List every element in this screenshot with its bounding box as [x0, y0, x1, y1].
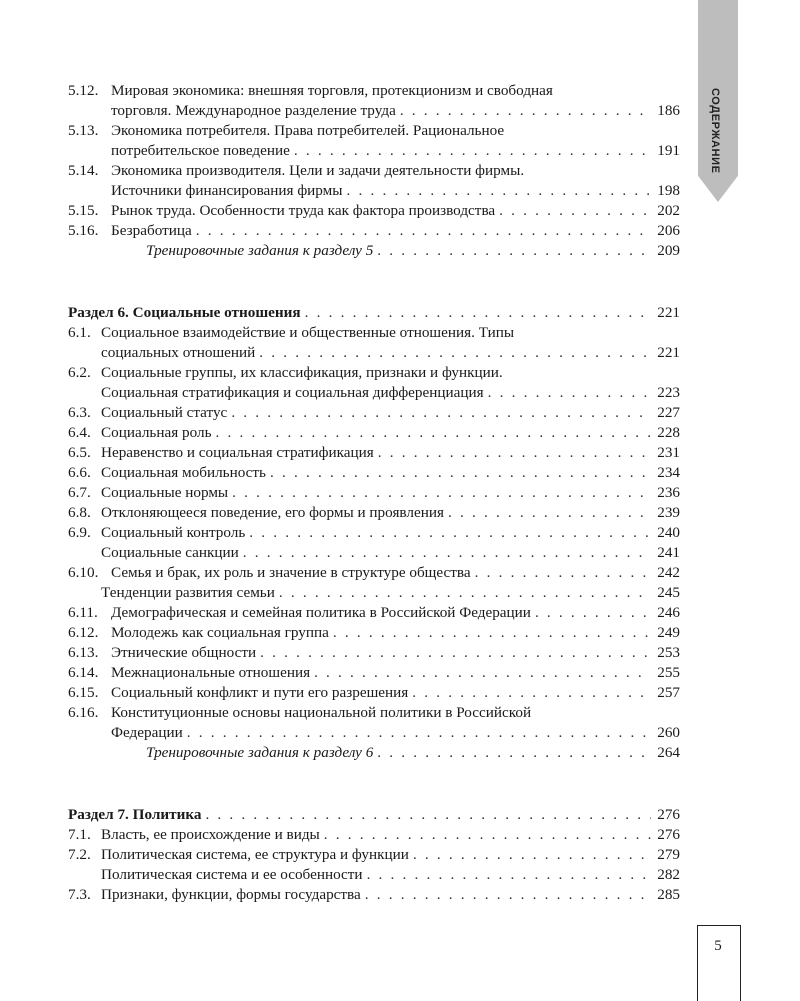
- dot-leader: [294, 141, 651, 161]
- entry-page: 249: [657, 624, 680, 641]
- toc-subentry[interactable]: [68, 583, 680, 603]
- entry-number: 6.2.: [68, 364, 91, 381]
- toc-subentry[interactable]: [68, 543, 680, 563]
- entry-number: 6.11.: [68, 604, 98, 621]
- dot-leader: [216, 423, 652, 443]
- dot-leader: [260, 643, 651, 663]
- entry-title: торговля. Международное разделение труда: [111, 102, 396, 119]
- toc-entry[interactable]: [68, 463, 680, 483]
- dot-leader: [232, 483, 651, 503]
- toc-entry[interactable]: [68, 221, 680, 241]
- side-tab-label: СОДЕРЖАНИЕ: [709, 88, 721, 174]
- dot-leader: [365, 885, 651, 905]
- entry-page: 253: [657, 644, 680, 661]
- dot-leader: [324, 825, 651, 845]
- page-number-box: [697, 925, 741, 1001]
- dot-leader: [413, 845, 651, 865]
- toc-entry[interactable]: [68, 121, 680, 141]
- toc-entry[interactable]: [68, 423, 680, 443]
- entry-page: 257: [657, 684, 680, 701]
- entry-title: Демографическая и семейная политика в Российской Федерации: [111, 604, 531, 621]
- entry-title: Конституционные основы национальной политики в Российской: [111, 704, 532, 721]
- entry-page: 202: [657, 202, 680, 219]
- dot-leader: [378, 443, 651, 463]
- toc-entry[interactable]: [68, 825, 680, 845]
- section-title: Раздел 7. Политика: [68, 806, 202, 823]
- entry-number: 6.10.: [68, 564, 99, 581]
- page-number: 5: [714, 938, 722, 954]
- dot-leader: [205, 805, 651, 825]
- toc-entry[interactable]: [68, 323, 680, 343]
- entry-title: Неравенство и социальная стратификация: [101, 444, 374, 461]
- entry-number: 5.14.: [68, 162, 99, 179]
- entry-page: 285: [657, 886, 680, 903]
- entry-page: 276: [657, 826, 680, 843]
- entry-title: Семья и брак, их роль и значение в структуре общества: [111, 564, 471, 581]
- section-title: Раздел 6. Социальные отношения: [68, 304, 301, 321]
- dot-leader: [535, 603, 651, 623]
- entry-page: 191: [657, 142, 680, 159]
- toc-entry[interactable]: [68, 363, 680, 383]
- entry-title: потребительское поведение: [111, 142, 290, 159]
- dot-leader: [231, 403, 651, 423]
- entry-title: социальных отношений: [101, 344, 256, 361]
- toc-section-heading[interactable]: [68, 805, 680, 825]
- entry-title: Безработица: [111, 222, 192, 239]
- entry-page: 221: [657, 344, 680, 361]
- entry-page: 242: [657, 564, 680, 581]
- entry-page: 221: [657, 304, 680, 321]
- entry-page: 240: [657, 524, 680, 541]
- dot-leader: [243, 543, 651, 563]
- toc-exercise-entry[interactable]: [68, 743, 680, 763]
- toc-entry-continuation[interactable]: [68, 181, 680, 201]
- entry-number: 5.13.: [68, 122, 99, 139]
- entry-page: 239: [657, 504, 680, 521]
- entry-page: 282: [657, 866, 680, 883]
- entry-page: 231: [657, 444, 680, 461]
- entry-page: 241: [657, 544, 680, 561]
- toc-entry[interactable]: [68, 161, 680, 181]
- dot-leader: [346, 181, 651, 201]
- entry-title: Межнациональные отношения: [111, 664, 311, 681]
- toc-entry[interactable]: [68, 483, 680, 503]
- entry-number: 6.1.: [68, 324, 91, 341]
- entry-page: 198: [657, 182, 680, 199]
- section-gap: [68, 763, 680, 805]
- entry-number: 6.6.: [68, 464, 91, 481]
- toc-entry-continuation[interactable]: [68, 343, 680, 363]
- toc-entry[interactable]: [68, 683, 680, 703]
- toc-exercise-entry[interactable]: [68, 241, 680, 261]
- entry-title: Признаки, функции, формы государства: [101, 886, 361, 903]
- entry-page: 228: [657, 424, 680, 441]
- toc-entry[interactable]: [68, 845, 680, 865]
- entry-title: Власть, ее происхождение и виды: [101, 826, 320, 843]
- subentry-title: Социальные санкции: [101, 544, 239, 561]
- entry-number: 6.14.: [68, 664, 99, 681]
- entry-number: 7.2.: [68, 846, 91, 863]
- entry-page: 206: [657, 222, 680, 239]
- entry-title: Социальный статус: [101, 404, 228, 421]
- entry-page: 209: [657, 242, 680, 259]
- entry-title: Социальное взаимодействие и общественные отношения. Типы: [101, 324, 515, 341]
- toc-entry[interactable]: [68, 523, 680, 543]
- entry-title: Социальная мобильность: [101, 464, 266, 481]
- entry-title: Молодежь как социальная группа: [111, 624, 329, 641]
- toc-entry[interactable]: [68, 623, 680, 643]
- toc-entry[interactable]: [68, 81, 680, 101]
- dot-leader: [412, 683, 651, 703]
- dot-leader: [187, 723, 651, 743]
- dot-leader: [367, 865, 652, 885]
- entry-number: 6.9.: [68, 524, 91, 541]
- entry-number: 6.3.: [68, 404, 91, 421]
- entry-number: 6.7.: [68, 484, 91, 501]
- dot-leader: [305, 303, 652, 323]
- entry-number: 7.3.: [68, 886, 91, 903]
- entry-title: Политическая система, ее структура и функции: [101, 846, 409, 863]
- entry-number: 6.15.: [68, 684, 99, 701]
- dot-leader: [333, 623, 651, 643]
- entry-number: 7.1.: [68, 826, 91, 843]
- entry-page: 264: [657, 744, 680, 761]
- entry-title: Социальные группы, их классификация, признаки и функции.: [101, 364, 503, 381]
- entry-title: Социальный конфликт и пути его разрешения: [111, 684, 409, 701]
- entry-title: Социальная роль: [101, 424, 212, 441]
- entry-page: 227: [657, 404, 680, 421]
- dot-leader: [448, 503, 651, 523]
- entry-number: 6.4.: [68, 424, 91, 441]
- dot-leader: [279, 583, 651, 603]
- entry-number: 5.16.: [68, 222, 99, 239]
- toc-entry[interactable]: [68, 663, 680, 683]
- entry-number: 6.16.: [68, 704, 99, 721]
- entry-number: 6.12.: [68, 624, 99, 641]
- dot-leader: [377, 743, 651, 763]
- toc-entry[interactable]: [68, 643, 680, 663]
- dot-leader: [377, 241, 651, 261]
- toc-entry[interactable]: [68, 563, 680, 583]
- entry-title: Отклоняющееся поведение, его формы и проявления: [101, 504, 444, 521]
- entry-number: 5.15.: [68, 202, 99, 219]
- toc-entry[interactable]: [68, 201, 680, 221]
- entry-title: Федерации: [111, 724, 183, 741]
- toc-entry-continuation[interactable]: [68, 383, 680, 403]
- toc-entry-continuation[interactable]: [68, 101, 680, 121]
- dot-leader: [314, 663, 651, 683]
- entry-page: 279: [657, 846, 680, 863]
- entry-page: 223: [657, 384, 680, 401]
- dot-leader: [499, 201, 651, 221]
- dot-leader: [475, 563, 652, 583]
- entry-page: 246: [657, 604, 680, 621]
- entry-title: Этнические общности: [111, 644, 257, 661]
- entry-title: Социальные нормы: [101, 484, 229, 501]
- entry-page: 234: [657, 464, 680, 481]
- entry-title: Источники финансирования фирмы: [111, 182, 343, 199]
- dot-leader: [400, 101, 651, 121]
- exercise-title: Тренировочные задания к разделу 6: [146, 744, 374, 761]
- exercise-title: Тренировочные задания к разделу 5: [146, 242, 374, 259]
- entry-title: Экономика потребителя. Права потребителей. Рациональное: [111, 122, 505, 139]
- entry-title: Рынок труда. Особенности труда как фактора производства: [111, 202, 496, 219]
- section-gap: [68, 261, 680, 303]
- entry-page: 255: [657, 664, 680, 681]
- toc-entry[interactable]: [68, 603, 680, 623]
- dot-leader: [259, 343, 651, 363]
- entry-page: 245: [657, 584, 680, 601]
- toc-entry-continuation[interactable]: [68, 723, 680, 743]
- dot-leader: [270, 463, 651, 483]
- entry-page: 186: [657, 102, 680, 119]
- dot-leader: [249, 523, 651, 543]
- entry-title: Социальный контроль: [101, 524, 246, 541]
- entry-page: 260: [657, 724, 680, 741]
- entry-title: Экономика производителя. Цели и задачи деятельности фирмы.: [111, 162, 525, 179]
- entry-title: Мировая экономика: внешняя торговля, протекционизм и свободная: [111, 82, 553, 99]
- toc-entry[interactable]: [68, 885, 680, 905]
- table-of-contents: [68, 81, 680, 905]
- toc-entry[interactable]: [68, 703, 680, 723]
- toc-section-heading[interactable]: [68, 303, 680, 323]
- toc-entry-continuation[interactable]: [68, 141, 680, 161]
- entry-number: 6.13.: [68, 644, 99, 661]
- entry-title: Социальная стратификация и социальная дифференциация: [101, 384, 484, 401]
- entry-number: 5.12.: [68, 82, 99, 99]
- entry-page: 236: [657, 484, 680, 501]
- subentry-title: Политическая система и ее особенности: [101, 866, 363, 883]
- entry-number: 6.5.: [68, 444, 91, 461]
- toc-entry[interactable]: [68, 503, 680, 523]
- entry-number: 6.8.: [68, 504, 91, 521]
- dot-leader: [488, 383, 652, 403]
- dot-leader: [196, 221, 651, 241]
- toc-entry[interactable]: [68, 403, 680, 423]
- entry-page: 276: [657, 806, 680, 823]
- toc-subentry[interactable]: [68, 865, 680, 885]
- subentry-title: Тенденции развития семьи: [101, 584, 275, 601]
- toc-entry[interactable]: [68, 443, 680, 463]
